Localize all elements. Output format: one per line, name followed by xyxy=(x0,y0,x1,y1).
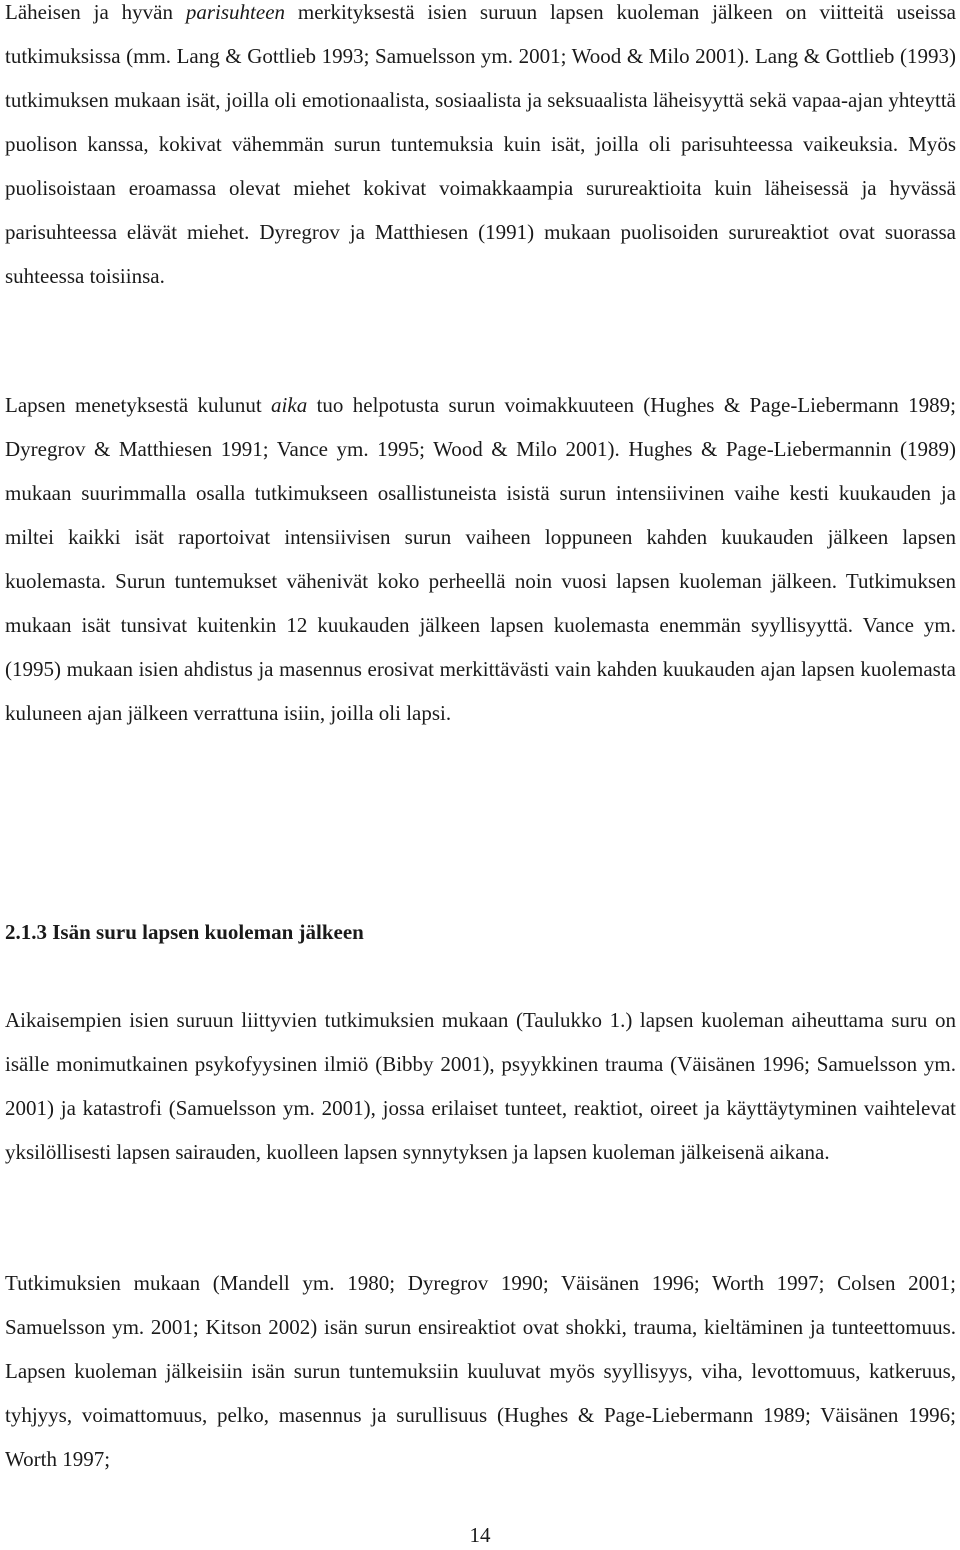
paragraph-tutkimuksien xyxy=(5,1261,956,1481)
paragraph-text: merkityksestä isien suruun lapsen kuoleman jälkeen on viitteitä useissa tutkimuksissa (mm. Lang & Gottlieb 1993; Samuelsson ym. 2001; Wood & Milo 2001). Lang & Gottlieb (1993) tutkimuksen mukaan isät, joilla oli emotionaalista, sosiaalista ja seksuaalista läheisyyttä sekä vapaa-ajan yhteyttä puolison kanssa, kokivat vähemmän surun tuntemuksia kuin isät, joilla oli parisuhteessa vaikeuksia. Myös puolisoistaan eroamassa olevat miehet kokivat voimakkaampia surureaktioita kuin läheisessä ja hyvässä parisuhteessa elävät miehet. Dyregrov ja Matthiesen (1991) mukaan puolisoiden surureaktiot ovat suorassa suhteessa toisiinsa. xyxy=(5,0,956,288)
paragraph-text: tuo helpotusta surun voimakkuuteen (Hughes & Page-Liebermann 1989; Dyregrov & Matthiesen 1991; Vance ym. 1995; Wood & Milo 2001). Hughes & Page-Liebermannin (1989) mukaan suurimmalla osalla tutkimukseen osallistuneista isistä surun intensiivinen vaihe kesti kuukauden ja miltei kaikki isät raportoivat intensiivisen surun vaiheen loppuneen kahden kuukauden jälkeen lapsen kuolemasta. Surun tuntemukset vähenivät koko perheellä noin vuosi lapsen kuoleman jälkeen. Tutkimuksen mukaan isät tunsivat kuitenkin 12 kuukauden jälkeen lapsen kuolemasta enemmän syyllisyyttä. Vance ym. (1995) mukaan isien ahdistus ja masennus erosivat merkittävästi vain kahden kuukauden ajan lapsen kuolemasta kuluneen ajan jälkeen verrattuna isiin, joilla oli lapsi. xyxy=(5,393,956,725)
paragraph-emphasis: aika xyxy=(271,393,308,417)
paragraph-text: Tutkimuksien mukaan (Mandell ym. 1980; Dyregrov 1990; Väisänen 1996; Worth 1997; Colsen 2001; Samuelsson ym. 2001; Kitson 2002) isän surun ensireaktiot ovat shokki, trauma, kieltäminen ja tunteettomuus. Lapsen kuoleman jälkeisiin isän surun tuntemuksiin kuuluvat myös syyllisyys, viha, levottomuus, katkeruus, tyhjyys, voimattomuus, pelko, masennus ja surullisuus (Hughes & Page-Liebermann 1989; Väisänen 1996; Worth 1997; xyxy=(5,1271,956,1471)
paragraph-text: Aikaisempien isien suruun liittyvien tutkimuksien mukaan (Taulukko 1.) lapsen kuoleman aiheuttama suru on isälle monimutkainen psykofyysinen ilmiö (Bibby 2001), psyykkinen trauma (Väisänen 1996; Samuelsson ym. 2001) ja katastrofi (Samuelsson ym. 2001), jossa erilaiset tunteet, reaktiot, oireet ja käyttäytyminen vaihtelevat yksilöllisesti lapsen sairauden, kuolleen lapsen synnytyksen ja lapsen kuoleman jälkeisenä aikana. xyxy=(5,1008,956,1164)
paragraph-aika xyxy=(5,383,956,735)
paragraph-emphasis: parisuhteen xyxy=(185,0,286,24)
section-heading: 2.1.3 Isän suru lapsen kuoleman jälkeen xyxy=(5,920,364,944)
paragraph-text: Läheisen ja hyvän xyxy=(5,0,186,24)
page-number: 14 xyxy=(469,1523,491,1547)
paragraph-aikaisempien xyxy=(5,998,956,1174)
paragraph-text: Lapsen menetyksestä kulunut xyxy=(5,393,272,417)
paragraph-parisuhde xyxy=(5,0,956,298)
